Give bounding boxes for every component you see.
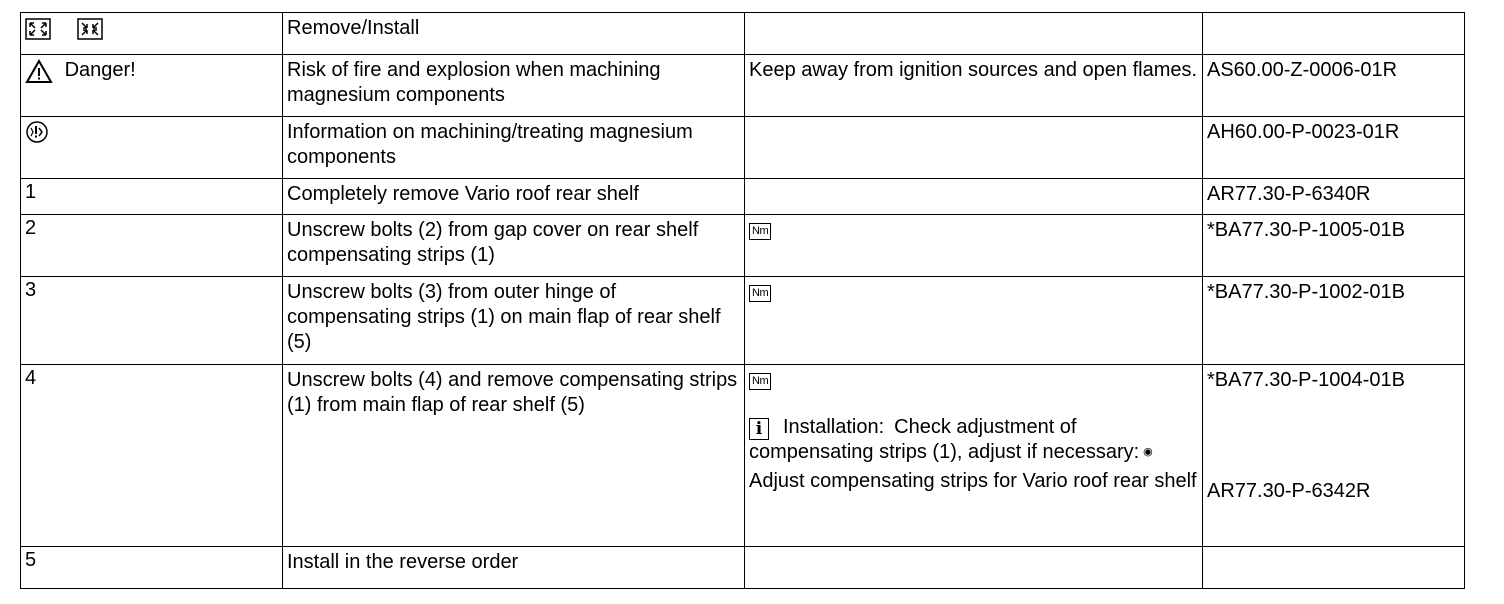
- header-title: Remove/Install: [283, 13, 745, 55]
- remove-icon: [25, 18, 51, 40]
- step-code: *BA77.30-P-1005-01B: [1203, 215, 1465, 277]
- step-number: 5: [25, 549, 37, 571]
- step-code: *BA77.30-P-1004-01B: [1207, 369, 1405, 391]
- install-icon: [77, 18, 103, 40]
- step-number: 1: [25, 181, 37, 203]
- step-code: *BA77.30-P-1002-01B: [1203, 277, 1465, 365]
- step-text: Completely remove Vario roof rear shelf: [283, 179, 745, 215]
- step-row-5: [21, 547, 1465, 589]
- step-text: Unscrew bolts (3) from outer hinge of compensating strips (1) on main flap of rear shelf (5): [283, 277, 745, 365]
- step-row-1: [21, 179, 1465, 215]
- step-number: 3: [25, 279, 37, 301]
- danger-label: Danger!: [64, 59, 136, 81]
- danger-measure: Keep away from ignition sources and open flames.: [745, 55, 1203, 117]
- note-row: [21, 117, 1465, 179]
- torque-icon[interactable]: Nm: [749, 223, 771, 240]
- reference-text[interactable]: Adjust compensating strips for Vario roof rear shelf: [749, 470, 1197, 493]
- danger-code: AS60.00-Z-0006-01R: [1203, 55, 1465, 117]
- reference-code[interactable]: AR77.30-P-6342R: [1207, 480, 1371, 502]
- step-row-2: [21, 215, 1465, 277]
- header-row: [21, 13, 1465, 55]
- warning-triangle-icon: [25, 59, 53, 91]
- torque-icon[interactable]: Nm: [749, 285, 771, 302]
- info-icon: i: [749, 418, 769, 440]
- step-text: Install in the reverse order: [283, 547, 745, 589]
- step-row-3: [21, 277, 1465, 365]
- procedure-table: [20, 12, 1465, 589]
- info-label: Installation:: [783, 416, 885, 438]
- note-icon: [25, 120, 49, 151]
- note-code: AH60.00-P-0023-01R: [1203, 117, 1465, 179]
- step-number: 4: [25, 367, 37, 389]
- header-icons-cell: [21, 13, 283, 55]
- step-number: 2: [25, 217, 37, 239]
- step-text: Unscrew bolts (2) from gap cover on rear shelf compensating strips (1): [283, 215, 745, 277]
- reference-bullet-icon: ◉: [1143, 446, 1153, 459]
- step-code: AR77.30-P-6340R: [1203, 179, 1465, 215]
- step-row-4: [21, 365, 1465, 547]
- danger-hazard: Risk of fire and explosion when machining magnesium components: [283, 55, 745, 117]
- danger-row: [21, 55, 1465, 117]
- torque-icon[interactable]: Nm: [749, 373, 771, 390]
- step-text: Unscrew bolts (4) and remove compensating strips (1) from main flap of rear shelf (5): [283, 365, 745, 547]
- info-text: Check adjustment of compensating strips (1), adjust if necessary:: [749, 416, 1140, 463]
- note-text: Information on machining/treating magnesium components: [283, 117, 745, 179]
